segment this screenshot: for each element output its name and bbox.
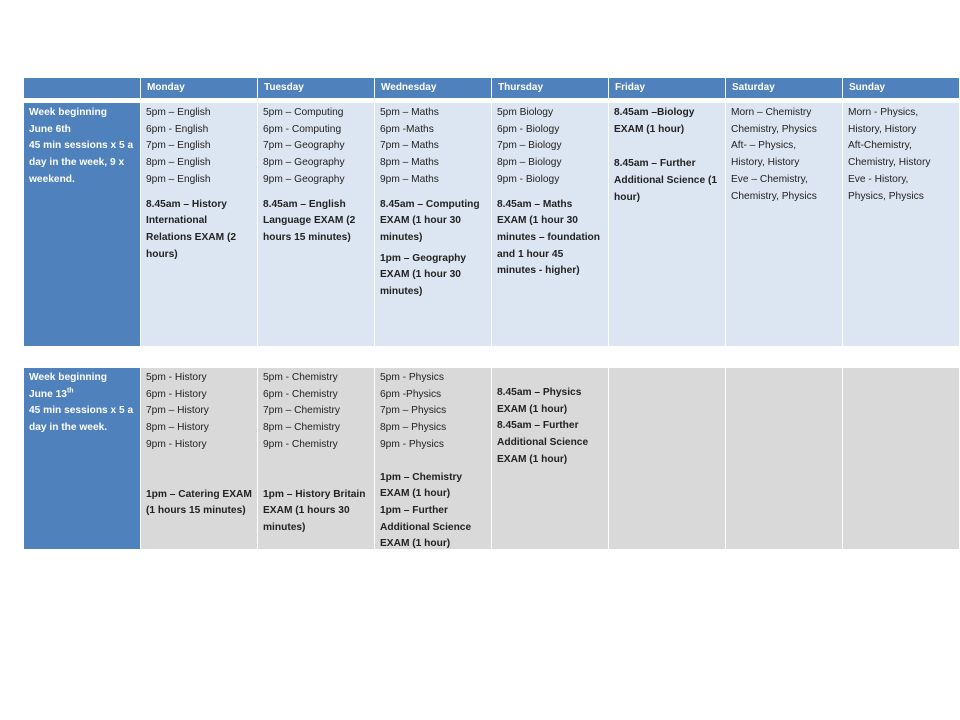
- exam-entry: 8.45am – Further Additional Science (1 hour): [614, 158, 718, 203]
- exam-entry: 1pm – Catering EXAM (1 hours 15 minutes): [146, 488, 252, 517]
- week2-row: [24, 368, 959, 549]
- weekend-line: Physics, Physics: [848, 190, 924, 202]
- weekend-line: Eve - History,: [848, 173, 909, 185]
- week2-label-cell: [24, 368, 140, 549]
- week2-date: June 13: [29, 388, 67, 400]
- week2-date-suffix: th: [66, 387, 74, 395]
- week2-label-line: [29, 387, 135, 404]
- exam-entry: 8.45am – Computing EXAM (1 hour 30 minutes): [380, 198, 480, 243]
- session-line: 8pm – Chemistry: [263, 422, 340, 434]
- weekend-line: Morn - Physics,: [848, 107, 919, 118]
- week2-label-line: 45 min sessions x 5 a day in the week.: [29, 405, 134, 434]
- session-line: 9pm – Geography: [263, 173, 345, 185]
- exam-entry: 8.45am – History International Relations EXAM (2 hours): [146, 198, 237, 260]
- week2-thursday-cell: [492, 368, 608, 549]
- week1-thursday-cell: [492, 103, 608, 346]
- session-line: 6pm -Physics: [380, 388, 442, 400]
- week1-label-line: Week beginning: [29, 107, 107, 118]
- session-line: 6pm - English: [146, 123, 209, 135]
- weekend-line: Aft-Chemistry,: [848, 140, 912, 152]
- session-line: 6pm - Chemistry: [263, 388, 338, 400]
- week2-friday-cell: [609, 368, 725, 549]
- session-line: 9pm – Maths: [380, 173, 439, 185]
- header-friday: Friday: [609, 78, 725, 98]
- week1-label-line: June 6th: [29, 123, 71, 135]
- session-line: 5pm Biology: [497, 107, 554, 118]
- exam-entry: 8.45am – Physics EXAM (1 hour): [497, 387, 582, 415]
- exam-entry: 1pm – Chemistry EXAM (1 hour): [380, 471, 463, 500]
- exam-entry: 1pm – History Britain EXAM (1 hours 30 minutes): [263, 488, 366, 533]
- header-corner-cell: [24, 78, 140, 98]
- week1-tuesday-cell: [258, 103, 374, 346]
- weekend-line: Chemistry, History: [848, 157, 931, 169]
- header-saturday: Saturday: [726, 78, 842, 98]
- session-line: 7pm – Maths: [380, 140, 439, 152]
- week2-label-line: Week beginning: [29, 372, 107, 383]
- weekend-line: Chemistry, Physics: [731, 190, 817, 202]
- exam-entry: 1pm – Geography EXAM (1 hour 30 minutes): [380, 252, 467, 298]
- week1-label-cell: [24, 103, 140, 346]
- header-sunday: Sunday: [843, 78, 959, 98]
- weekend-line: Eve – Chemistry,: [731, 173, 808, 185]
- week1-friday-cell: [609, 103, 725, 346]
- session-line: 6pm - Computing: [263, 123, 342, 135]
- weekend-line: History, History: [731, 157, 800, 169]
- session-line: 5pm - Chemistry: [263, 372, 338, 383]
- session-line: 7pm – Geography: [263, 140, 345, 152]
- session-line: 9pm - Chemistry: [263, 438, 338, 450]
- weekend-line: Aft- – Physics,: [731, 140, 797, 152]
- header-wednesday: Wednesday: [375, 78, 491, 98]
- session-line: 7pm – English: [146, 140, 211, 152]
- week2-saturday-cell: [726, 368, 842, 549]
- session-line: 9pm - History: [146, 438, 207, 450]
- exam-entry: 8.45am –Biology EXAM (1 hour): [614, 107, 695, 135]
- week1-sunday-cell: [843, 103, 959, 346]
- weekend-line: Morn – Chemistry: [731, 107, 812, 118]
- week1-monday-cell: [141, 103, 257, 346]
- header-monday: Monday: [141, 78, 257, 98]
- exam-entry: 8.45am – English Language EXAM (2 hours 15 minutes): [263, 198, 356, 243]
- session-line: 9pm - Biology: [497, 173, 560, 185]
- week1-saturday-cell: [726, 103, 842, 346]
- session-line: 8pm – Maths: [380, 157, 439, 169]
- session-line: 7pm – Physics: [380, 405, 447, 417]
- session-line: 7pm – History: [146, 405, 209, 417]
- session-line: 7pm – Chemistry: [263, 405, 340, 417]
- session-line: 7pm – Biology: [497, 140, 562, 152]
- session-line: 6pm - History: [146, 388, 207, 400]
- week2-wednesday-cell: [375, 368, 491, 549]
- exam-entry: 8.45am – Further Additional Science EXAM (1 hour): [497, 420, 589, 465]
- header-tuesday: Tuesday: [258, 78, 374, 98]
- session-line: 5pm - Physics: [380, 372, 444, 383]
- week1-wednesday-cell: [375, 103, 491, 346]
- week2-tuesday-cell: [258, 368, 374, 549]
- session-line: 5pm – Computing: [263, 107, 344, 118]
- session-line: 9pm - Physics: [380, 438, 444, 450]
- week1-row: [24, 103, 959, 346]
- session-line: 6pm - Biology: [497, 123, 560, 135]
- exam-entry: 8.45am – Maths EXAM (1 hour 30 minutes – foundation and 1 hour 45 minutes - higher): [497, 198, 601, 277]
- week2-monday-cell: [141, 368, 257, 549]
- session-line: 8pm – Physics: [380, 422, 447, 434]
- session-line: 8pm – Geography: [263, 157, 345, 169]
- session-line: 5pm - History: [146, 372, 207, 383]
- session-line: 8pm – Biology: [497, 157, 562, 169]
- week2-sunday-cell: [843, 368, 959, 549]
- weekend-line: History, History: [848, 123, 917, 135]
- session-line: 8pm – History: [146, 422, 209, 434]
- session-line: 5pm – English: [146, 107, 211, 118]
- session-line: 9pm – English: [146, 173, 211, 185]
- session-line: 8pm – English: [146, 157, 211, 169]
- week1-label-line: 45 min sessions x 5 a day in the week, 9 x weekend.: [29, 140, 134, 185]
- header-thursday: Thursday: [492, 78, 608, 98]
- weekend-line: Chemistry, Physics: [731, 123, 817, 135]
- session-line: 5pm – Maths: [380, 107, 439, 118]
- exam-entry: 1pm – Further Additional Science EXAM (1 hour): [380, 504, 472, 549]
- timetable-header-row: [24, 78, 959, 98]
- session-line: 6pm -Maths: [380, 123, 434, 135]
